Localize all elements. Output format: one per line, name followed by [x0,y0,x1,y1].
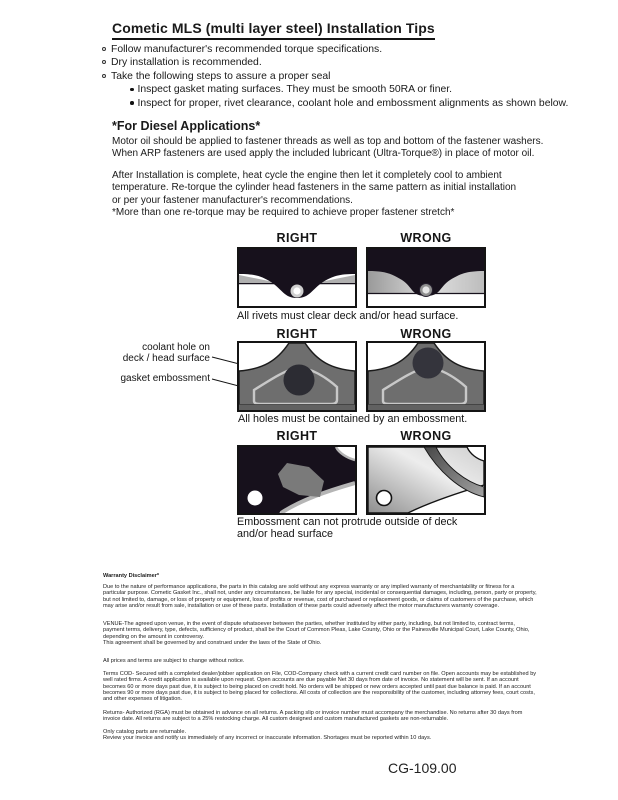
callout-line: deck / head surface [122,352,210,364]
diesel-paragraph-1 [112,136,552,161]
callout-line: coolant hole on [142,342,210,353]
rivet-wrong-diagram [366,247,486,308]
diesel-applications-heading: *For Diesel Applications* [112,119,261,133]
list-item [102,43,568,56]
coolant-right-diagram [237,341,357,412]
list-item [102,70,568,83]
document-number: CG-109.00 [388,760,457,776]
coolant-hole-circle [284,365,315,396]
paragraph-line: or per your fastener manufacturer's recommendations. [112,194,353,206]
sub-bullet-text: Inspect gasket mating surfaces. They must be smooth 50RA or finer. [137,84,453,96]
protrusion-right-diagram [237,445,357,515]
protrusion-wrong-illustration [368,447,484,513]
coolant-wrong-illustration [368,343,484,410]
rivet-wrong-illustration [368,249,484,306]
protrusion-right-illustration [239,447,355,513]
legal-text: Only catalog parts are returnable. [103,729,187,735]
circle-bullet-icon [102,74,106,78]
legal-paragraph-terms: Terms COD- Secured with a completed dealer/jobber application on File, COD-Company check with a current credit card number on file. Open accounts may be established by well rated firms. A credit application is available upon request. Open accounts are due payable Net 30 days from date of invoice. No statement will be sent. If an account becomes 60 or more days past due, it is subject to being placed on credit hold. No orders will be shipped or new orders accepted until past due balance is paid. If an account becomes 90 or more days past due, it is subject to being placed for collections. All costs of collection are the responsibility of the customer, including attorney fees, court costs, and other expenses of litigation. [103,671,537,703]
paragraph-line: When ARP fasteners are used apply the included lubricant (Ultra-Torque®) in place of motor oil. [112,148,535,160]
bolt-hole-circle [377,491,392,506]
legal-paragraph-catalog [103,729,537,742]
legal-text: VENUE-The agreed upon venue, in the event of dispute whatsoever between the parties, whether instituted by either party, including, but not limited to, contract terms, payment terms, delivery, type, defects, sufficiency of product, shall be the Court of Common Pleas, Lake County, Ohio or the Painesville Municipal Court, Lake County, Ohio, depending on the amount in controversy. [103,621,530,640]
diesel-paragraph-3: *More than one re-torque may be required to achieve proper fastener stretch* [112,207,455,218]
legal-paragraph-venue [103,621,537,646]
warranty-disclaimer-heading: Warranty Disclaimer* [103,573,160,579]
diesel-paragraph-2 [112,170,552,207]
right-label: RIGHT [276,231,318,245]
list-item [130,97,568,110]
rivet-right-diagram [237,247,357,308]
bolt-hole-circle [248,491,263,506]
list-item [102,56,568,69]
circle-bullet-icon [102,47,106,51]
row2-caption: All holes must be contained by an embossment. [238,413,468,425]
circle-bullet-icon [102,60,106,64]
right-label: RIGHT [276,429,318,443]
protrusion-wrong-diagram [366,445,486,515]
coolant-right-illustration [239,343,355,410]
paragraph-line: After Installation is complete, heat cycle the engine then let it completely cool to ambient [112,170,502,181]
installation-tips-list [102,43,568,110]
page-title: Cometic MLS (multi layer steel) Installation Tips [112,20,435,40]
right-label: RIGHT [276,327,318,341]
sub-bullet-text: Inspect for proper, rivet clearance, coolant hole and embossment alignments as shown below. [137,97,569,109]
paragraph-line: Motor oil should be applied to fastener threads as well as top and bottom of the fastener washers. [112,136,544,147]
coolant-hole-circle [413,348,444,379]
bullet-text: Take the following steps to assure a proper seal [111,70,331,82]
rivet-right-illustration [239,249,355,306]
legal-text: This agreement shall be governed by and construed under the laws of the State of Ohio. [103,639,322,646]
coolant-wrong-diagram [366,341,486,412]
paragraph-line: temperature. Re-torque the cylinder head fasteners in the same pattern as initial installation [112,182,517,194]
dot-bullet-icon [130,101,134,105]
legal-paragraph-returns: Returns- Authorized (RGA) must be obtained in advance on all returns. A packing slip or invoice number must accompany the merchandise. No returns after 30 days from invoice date. All returns are subject to a 25% restocking charge. All custom designed and custom manufactured gaskets are non-returnable. [103,710,523,723]
row1-caption: All rivets must clear deck and/or head surface. [237,310,459,322]
wrong-label: WRONG [400,429,452,443]
legal-paragraph-prices: All prices and terms are subject to change without notice. [103,658,245,664]
row3-caption: Embossment can not protrude outside of deck and/or head surface [237,516,458,540]
legal-text: Review your invoice and notify us immediately of any incorrect or inaccurate information. Shortages must be reported within 10 days. [103,735,432,742]
dot-bullet-icon [130,88,134,92]
wrong-label: WRONG [400,327,452,341]
gasket-embossment-callout: gasket embossment [120,373,210,384]
bullet-text: Follow manufacturer's recommended torque specifications. [111,44,383,55]
list-item [130,83,568,96]
legal-paragraph-warranty: Due to the nature of performance applications, the parts in this catalog are sold without any express warranty or any implied warranty of merchantability or fitness for a particular purpose. Cometic Gasket Inc., shall not, under any circumstances, be liable for any special, incidental or consequential damages, including, person, party or property, but not limited to, damage, or loss of property or equipment, loss of profits or revenue, cost of purchased or replacement goods, or claims of customers of the purchase, which may arise and/or result from sale, installation or use of these parts. Installation of these parts could adversely affect the motor manufacturers warranty coverage. [103,584,537,609]
wrong-label: WRONG [400,231,452,245]
bullet-text: Dry installation is recommended. [111,57,262,69]
